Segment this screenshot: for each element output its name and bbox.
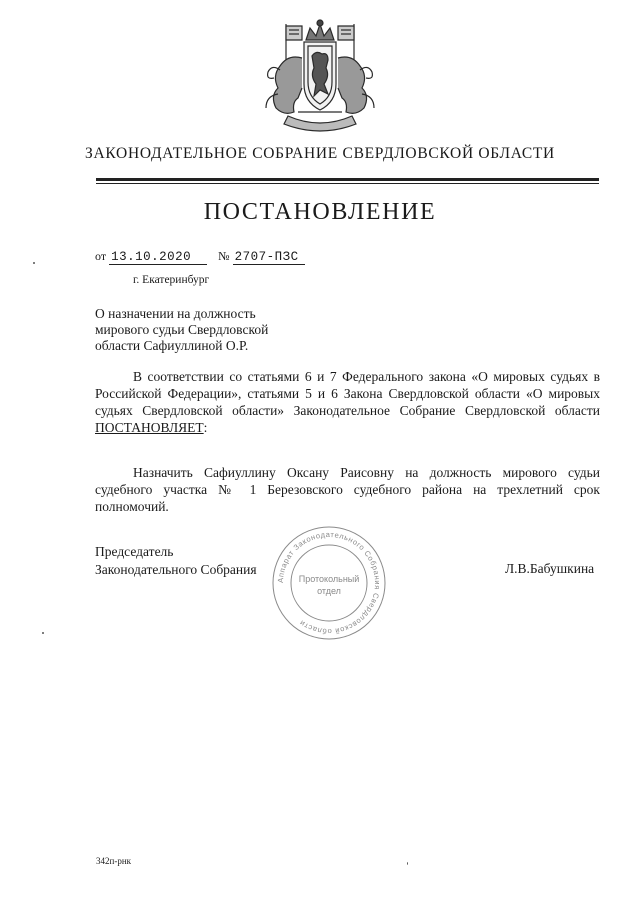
scan-speck [407,862,408,865]
organization-name: ЗАКОНОДАТЕЛЬНОЕ СОБРАНИЕ СВЕРДЛОВСКОЙ ОБЛАСТИ [85,145,555,162]
document-date: 13.10.2020 [109,250,207,265]
header-divider-thin [96,183,599,184]
scan-speck [33,262,35,264]
signatory-title-line: Законодательного Собрания [95,562,257,577]
body-paragraph-resolution: Назначить Сафиуллину Оксану Раисовну на должность мирового судьи судебного участка № 1 Березовского судебного района на трехлетний срок полномочий. [95,465,600,514]
coat-of-arms-icon [258,18,382,136]
date-number-line [95,249,305,265]
footer-code: 342п-рнк [96,856,132,866]
scan-speck [42,632,44,634]
signatory-title [95,543,257,579]
preamble-end: : [203,420,208,435]
subject-line: мирового судьи Свердловской [95,322,269,337]
subject-line: О назначении на должность [95,306,256,321]
header-divider-thick [96,178,599,181]
document-title: ПОСТАНОВЛЕНИЕ [203,199,437,225]
signatory-name: Л.В.Бабушкина [505,561,595,576]
number-prefix: № [218,249,230,263]
stamp-ring-text: Аппарат Законодательного Собрания Свердловской области [275,529,383,637]
subject-line: области Сафиуллиной О.Р. [95,338,249,353]
document-city: г. Екатеринбург [133,274,210,286]
stamp-inner-line: Протокольный [298,574,360,584]
signatory-title-line: Председатель [95,544,174,559]
body-paragraph-preamble [95,368,600,436]
date-prefix: от [95,249,107,263]
document-number: 2707-ПЗС [233,250,305,265]
official-stamp [268,522,390,644]
document-subject [95,306,268,354]
stamp-inner-line: отдел [317,586,341,596]
resolve-word: ПОСТАНОВЛЯЕТ [95,420,204,435]
preamble-text: В соответствии со статьями 6 и 7 Федерального закона «О мировых судьях в Российской Федерации», статьями 5 и 6 Закона Свердловской области «О мировых судьях Свердловской области» Законодательное Собрание Свердловской области [95,369,600,418]
